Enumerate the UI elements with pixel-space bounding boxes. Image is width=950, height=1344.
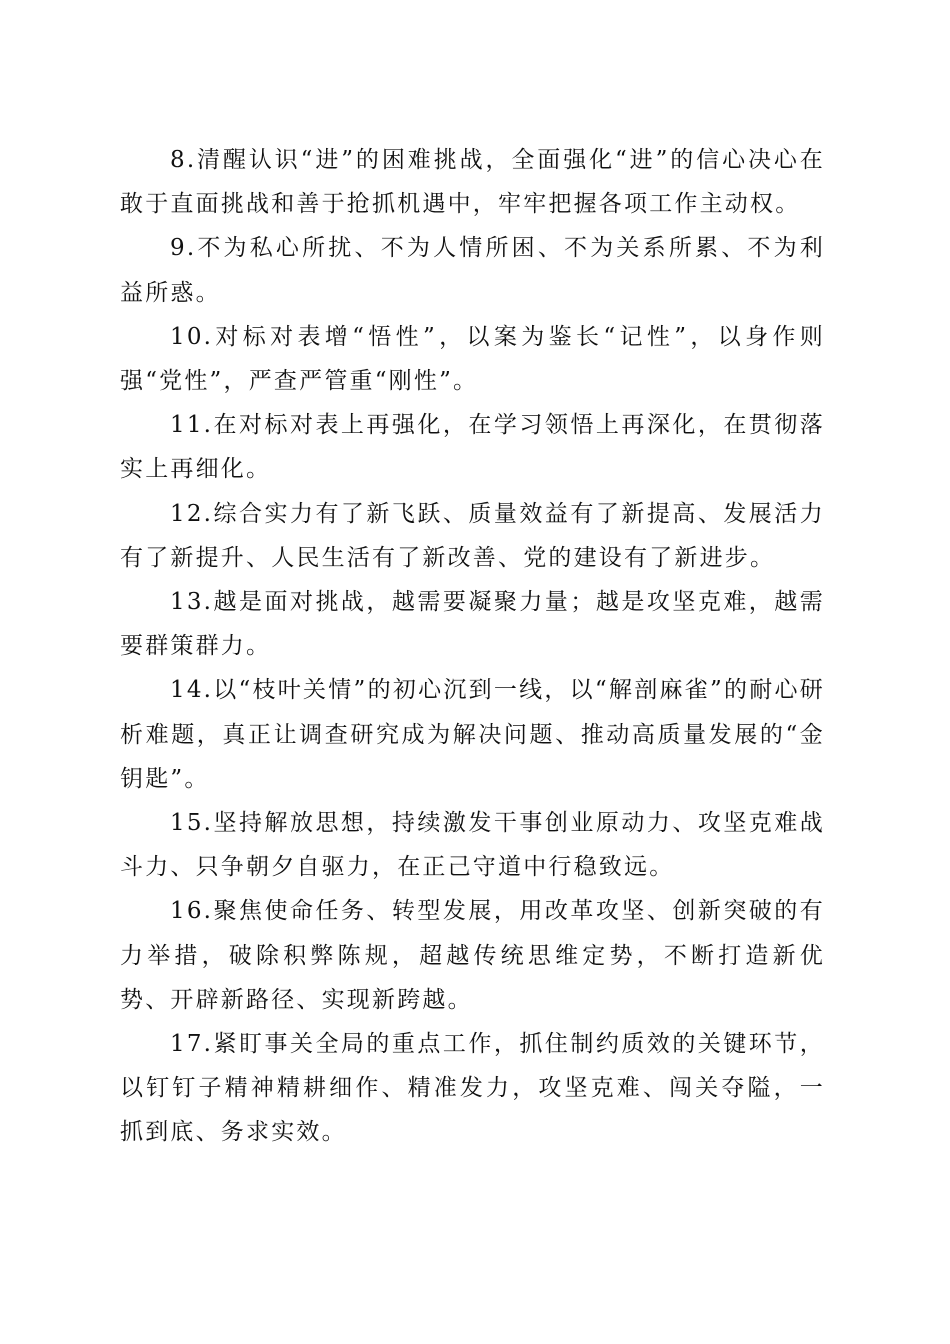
paragraph-9: 9.不为私心所扰、不为人情所困、不为关系所累、不为利益所惑。: [120, 235, 825, 306]
paragraph-17: 17.紧盯事关全局的重点工作，抓住制约质效的关键环节，以钉钉子精神精耕细作、精准发力，攻坚克难、闯关夺隘，一抓到底、务求实效。: [120, 1031, 825, 1146]
paragraph-8: 8.清醒认识“进”的困难挑战，全面强化“进”的信心决心在敢于直面挑战和善于抢抓机遇中，牢牢把握各项工作主动权。: [120, 147, 825, 218]
paragraph-12: 12.综合实力有了新飞跃、质量效益有了新提高、发展活力有了新提升、人民生活有了新改善、党的建设有了新进步。: [120, 500, 825, 571]
paragraph-11: 11.在对标对表上再强化，在学习领悟上再深化，在贯彻落实上再细化。: [120, 412, 825, 483]
document-body: [120, 138, 825, 1155]
paragraph-13: 13.越是面对挑战，越需要凝聚力量；越是攻坚克难，越需要群策群力。: [120, 589, 825, 660]
paragraph-15: 15.坚持解放思想，持续激发干事创业原动力、攻坚克难战斗力、只争朝夕自驱力，在正己守道中行稳致远。: [120, 810, 825, 881]
paragraph-14: 14.以“枝叶关情”的初心沉到一线，以“解剖麻雀”的耐心研析难题，真正让调查研究成为解决问题、推动高质量发展的“金钥匙”。: [120, 677, 825, 792]
paragraph-10: 10.对标对表增“悟性”，以案为鉴长“记性”，以身作则强“党性”，严查严管重“刚性”。: [120, 323, 825, 395]
paragraph-16: 16.聚焦使命任务、转型发展，用改革攻坚、创新突破的有力举措，破除积弊陈规，超越传统思维定势，不断打造新优势、开辟新路径、实现新跨越。: [120, 898, 825, 1013]
